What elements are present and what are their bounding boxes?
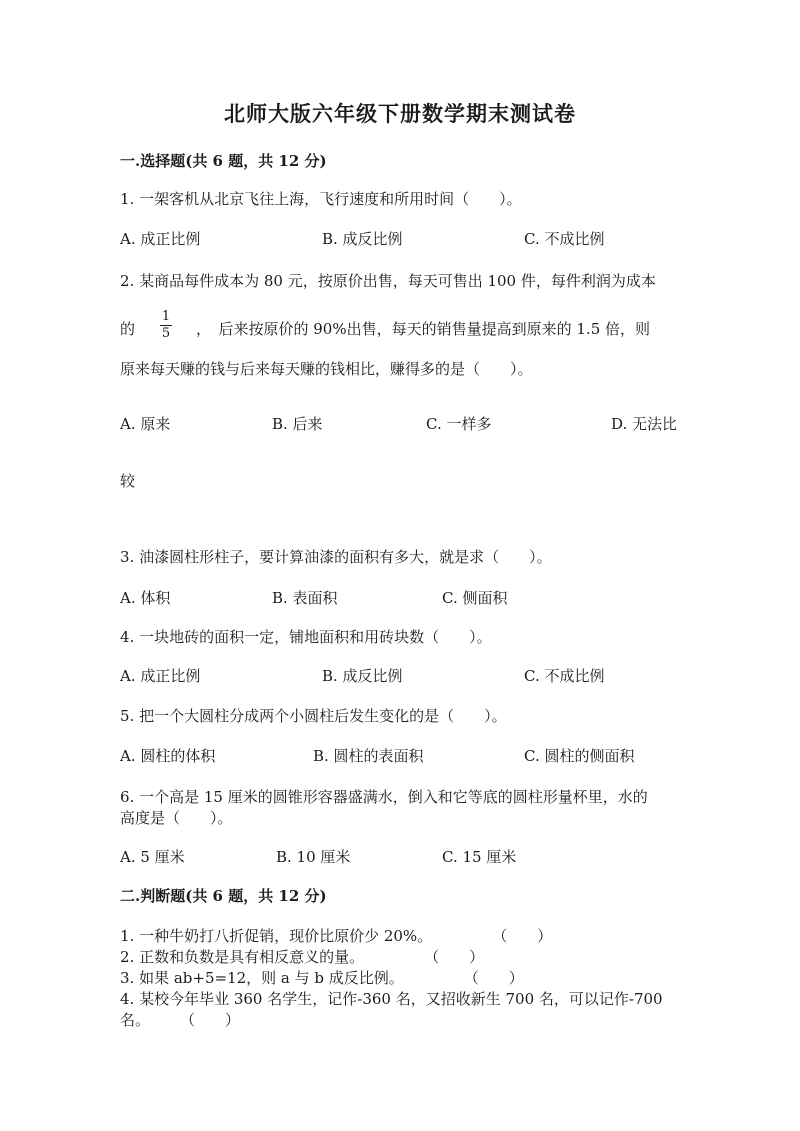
q2-option-b: B. 后来 — [272, 415, 323, 433]
q5-option-a: A. 圆柱的体积 — [120, 747, 216, 765]
question-2-line-3: 原来每天赚的钱与后来每天赚的钱相比，赚得多的是（ ）。 — [120, 360, 533, 378]
fraction-one-fifth — [160, 310, 172, 341]
judgment-3-text: 3. 如果 ab+5=12，则 a 与 b 成反比例。 （ ） — [120, 969, 524, 987]
question-3-text: 3. 油漆圆柱形柱子，要计算油漆的面积有多大，就是求（ ）。 — [120, 548, 552, 566]
q4-option-a: A. 成正比例 — [120, 667, 201, 685]
q5-option-c: C. 圆柱的侧面积 — [524, 747, 635, 765]
question-2-line-1: 2. 某商品每件成本为 80 元，按原价出售，每天可售出 100 件，每件利润为成本 — [120, 272, 656, 290]
q4-option-b: B. 成反比例 — [322, 667, 403, 685]
page-title: 北师大版六年级下册数学期末测试卷 — [224, 101, 576, 126]
question-6-line-1: 6. 一个高是 15 厘米的圆锥形容器盛满水，倒入和它等底的圆柱形量杯里，水的 — [120, 788, 648, 806]
q2-option-a: A. 原来 — [120, 415, 171, 433]
q6-option-b: B. 10 厘米 — [276, 848, 351, 866]
q5-option-b: B. 圆柱的表面积 — [313, 747, 424, 765]
question-4-text: 4. 一块地砖的面积一定，铺地面积和用砖块数（ ）。 — [120, 628, 492, 646]
judgment-4-line-1: 4. 某校今年毕业 360 名学生，记作-360 名，又招收新生 700 名，可以记作-700 — [120, 990, 663, 1008]
question-2-line-2-pre: 的 — [120, 320, 136, 338]
section-heading-choice: 一.选择题(共 6 题，共 12 分) — [120, 152, 327, 170]
question-5-text: 5. 把一个大圆柱分成两个小圆柱后发生变化的是（ ）。 — [120, 707, 507, 725]
q1-option-a: A. 成正比例 — [120, 230, 201, 248]
q3-option-a: A. 体积 — [120, 589, 171, 607]
q4-option-c: C. 不成比例 — [524, 667, 605, 685]
section-heading-judgment: 二.判断题(共 6 题，共 12 分) — [120, 887, 327, 905]
judgment-1-text: 1. 一种牛奶打八折促销，现价比原价少 20%。 （ ） — [120, 927, 553, 945]
question-6-line-2: 高度是（ ）。 — [120, 809, 233, 827]
fraction-denominator: 5 — [161, 326, 171, 341]
q2-option-c: C. 一样多 — [426, 415, 492, 433]
judgment-4-line-2: 名。 （ ） — [120, 1011, 241, 1029]
q3-option-b: B. 表面积 — [272, 589, 338, 607]
q2-option-d: D. 无法比 — [611, 415, 678, 433]
q2-option-d-continued: 较 — [120, 472, 136, 490]
fraction-numerator: 1 — [161, 309, 171, 324]
judgment-2-text: 2. 正数和负数是具有相反意义的量。 （ ） — [120, 948, 485, 966]
q6-option-c: C. 15 厘米 — [442, 848, 517, 866]
question-2-line-2-post: ， 后来按原价的 90%出售，每天的销售量提高到原来的 1.5 倍，则 — [196, 320, 651, 338]
q6-option-a: A. 5 厘米 — [120, 848, 185, 866]
q1-option-c: C. 不成比例 — [524, 230, 605, 248]
q3-option-c: C. 侧面积 — [442, 589, 508, 607]
q1-option-b: B. 成反比例 — [322, 230, 403, 248]
question-1-text: 1. 一架客机从北京飞往上海，飞行速度和所用时间（ ）。 — [120, 190, 522, 208]
